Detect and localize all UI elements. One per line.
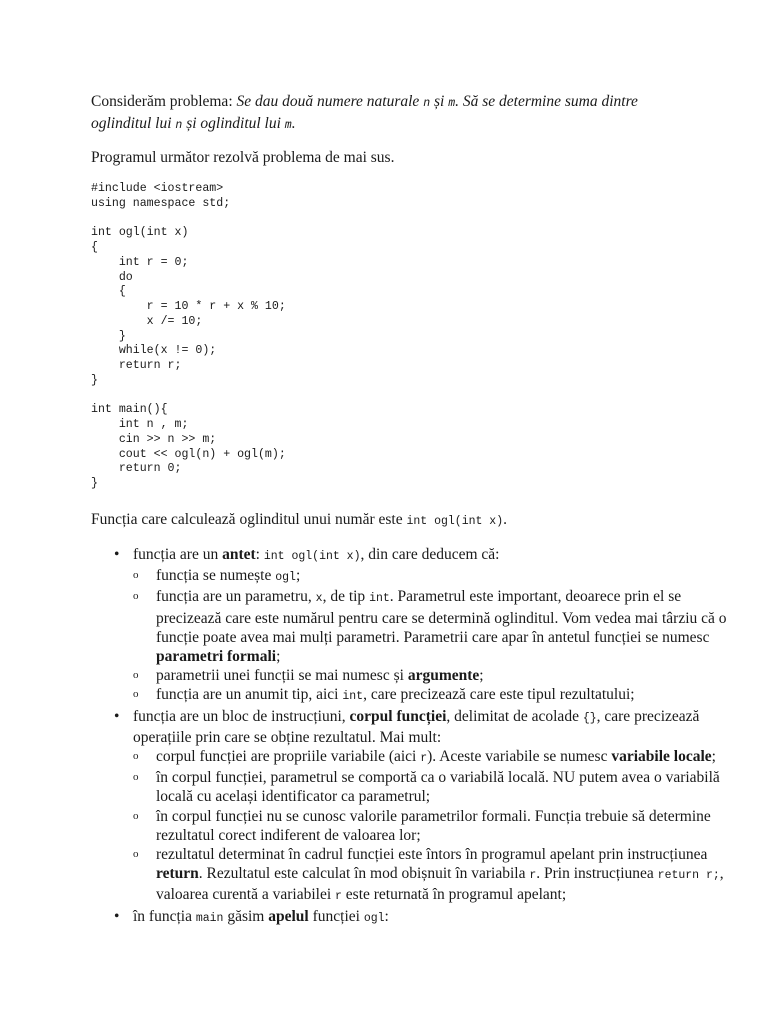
sub-item-type: o funcția are un anumit tip, aici int, care precizează care este tipul rezultatului; [156,685,728,706]
body-sublist [133,747,728,907]
program-intro: Programul următor rezolvă problema de mai sus. [91,149,395,166]
explanation-list [91,545,728,928]
sub-item-parameter: o funcția are un parametru, x, de tip int. Parametrul este important, deoarece prin el se precizează care este numărul pentru care se determină oglinditul. Vom vedea mai târziu că o funcție poate avea mai mulți parametri. Parametrii care apar în antetul funcției se numesc parametri formali; [156,587,728,666]
bullet-call: • în funcția main găsim apelul funcției ogl: [133,907,728,928]
sub-item-name: o funcția se numește ogl; [156,566,728,587]
code-listing: #include <iostream> using namespace std; int ogl(int x) { int r = 0; do { r = 10 * r + x % 10; x /= 10; } while(x != 0); return r; } int main(){ int n , m; cin >> n >> m; cout << ogl(n) + ogl(m); return 0; } [91,182,286,490]
sub-item-parameter-local: o în corpul funcției, parametrul se comportă ca o variabilă locală. NU putem avea o variabilă locală cu același identificator ca parametrul; [156,768,728,806]
sub-item-formal-values: o în corpul funcției nu se cunosc valorile parametrilor formali. Funcția trebuie să determine rezultatul corect indiferent de valoarea lor; [156,807,728,845]
bullet-antet: • funcția are un antet: int ogl(int x), din care deducem că: o funcția se numește ogl; o funcția are un parametru, x, de tip int. Parametrul este important, deoarece prin el se precizează care este numărul pentru care se determină oglinditul. Vom vedea mai târziu că o funcție poate avea mai mulți parametri. Parametrii care apar în antetul funcției se numesc parametri formali; o parametrii unei funcții se mai numesc și argumente; o funcția are un anumit tip, aici int, care precizează care este tipul rezultatului; [133,545,728,707]
antet-sublist [133,566,728,706]
sub-item-local-variables: o corpul funcției are propriile variabile (aici r). Aceste variabile se numesc variabile locale; [156,747,728,768]
sub-item-return: o rezultatul determinat în cadrul funcției este întors în programul apelant prin instrucțiunea return. Rezultatul este calculat în mod obișnuit în variabila r. Prin instrucțiunea return r;, valoarea curentă a variabilei r este returnată în programul apelant; [156,845,728,907]
function-intro: Funcția care calculează oglinditul unui număr este int ogl(int x). [91,511,507,528]
sub-item-arguments: o parametrii unei funcții se mai numesc și argumente; [156,666,728,685]
bullet-body: • funcția are un bloc de instrucțiuni, corpul funcției, delimitat de acolade {}, care precizează operațiile prin care se obține rezultatul. Mai mult: o corpul funcției are propriile variabile (aici r). Aceste variabile se numesc variabile locale; o în corpul funcției, parametrul se comportă ca o variabilă locală. NU putem avea o variabilă locală cu același identificator ca parametrul; o în corpul funcției nu se cunosc valorile parametrilor formali. Funcția trebuie să determine rezultatul corect indiferent de valoarea lor; o rezultatul determinat în cadrul funcției este întors în programul apelant prin instrucțiunea return. Rezultatul este calculat în mod obișnuit în variabila r. Prin instrucțiunea return r;, valoarea curentă a variabilei r este returnată în programul apelant; [133,707,728,907]
problem-italic: Se dau două numere naturale n și m. Să se determine suma dintre oglinditul lui n și oglinditul lui m. [91,93,638,132]
problem-statement: Considerăm problema: Se dau două numere naturale n și m. Să se determine suma dintre oglinditul lui n și oglinditul lui m. [91,93,638,132]
